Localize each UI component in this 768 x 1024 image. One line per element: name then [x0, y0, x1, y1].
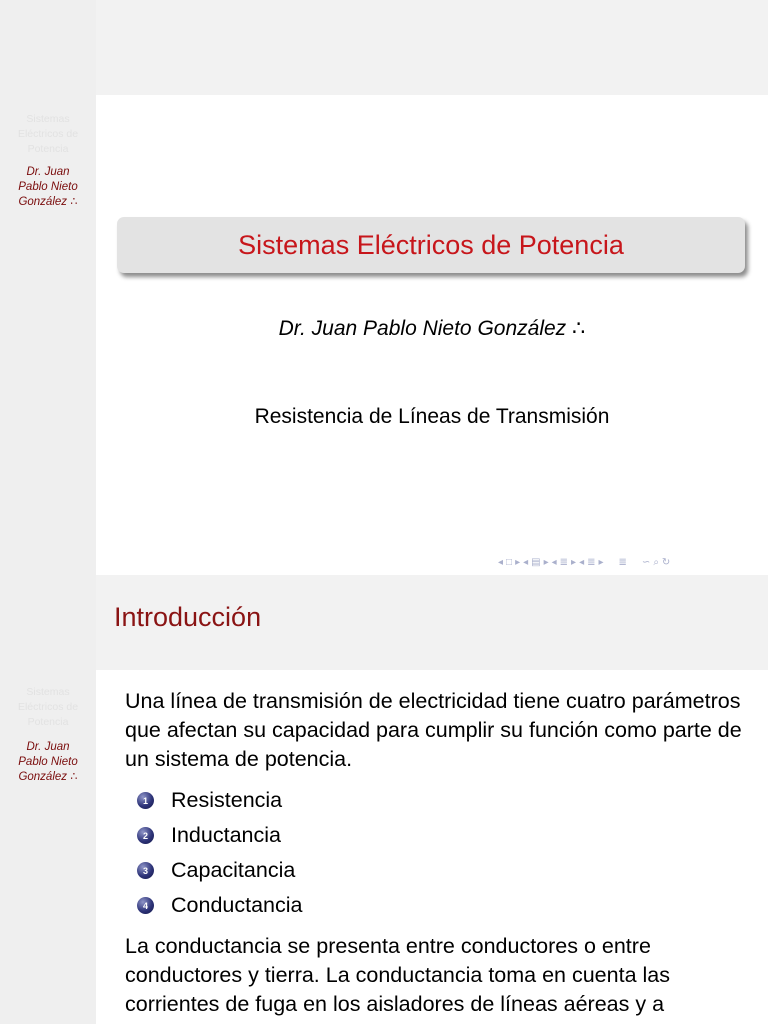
- nav-next-slide-icon[interactable]: ▸: [515, 557, 521, 568]
- sidebar-title-line: Sistemas: [26, 686, 70, 698]
- nav-prev-slide-icon[interactable]: ◂: [498, 557, 504, 568]
- nav-frame-icon[interactable]: ▤: [531, 557, 541, 568]
- sidebar: [0, 0, 96, 575]
- author-name: Dr. Juan Pablo Nieto González ∴: [278, 317, 586, 340]
- beamer-navigation-bar: [498, 556, 764, 570]
- list-item: [137, 818, 537, 853]
- sidebar-author-line: Dr. Juan: [26, 741, 70, 753]
- nav-prev-section-icon[interactable]: ◂: [579, 557, 585, 568]
- intro-slide: [0, 575, 768, 1024]
- nav-prev-frame-icon[interactable]: ◂: [523, 557, 529, 568]
- sidebar-presentation-title[interactable]: [0, 112, 96, 157]
- frame-title: Introducción: [114, 602, 262, 632]
- enum-number-ball-icon: 1: [137, 792, 154, 809]
- nav-next-subsection-icon[interactable]: ▸: [571, 557, 577, 568]
- parameter-list: [137, 783, 537, 923]
- enum-number-ball-icon: 2: [137, 827, 154, 844]
- nav-document-icon[interactable]: ≣: [618, 557, 627, 568]
- presentation-subtitle: Resistencia de Líneas de Transmisión: [254, 405, 610, 428]
- list-item-label: Inductancia: [171, 823, 281, 847]
- conductance-paragraph: La conductancia se presenta entre conductores o entre conductores y tierra. La conductancia toma en cuenta las corrientes de fuga en los aisladores de líneas aéreas y a: [125, 934, 670, 1016]
- sidebar-title-line: Sistemas: [26, 113, 70, 125]
- sidebar-author-line: Pablo Nieto: [18, 181, 78, 193]
- enum-number-ball-icon: 3: [137, 862, 154, 879]
- nav-forward-icon[interactable]: ↻: [661, 557, 671, 568]
- sidebar-title-line: Potencia: [27, 143, 69, 155]
- sidebar-title-line: Potencia: [27, 716, 69, 728]
- list-item: [137, 853, 537, 888]
- list-item-label: Conductancia: [171, 893, 303, 917]
- list-item-label: Capacitancia: [171, 858, 296, 882]
- nav-prev-subsection-icon[interactable]: ◂: [551, 557, 557, 568]
- sidebar-author-line: Dr. Juan: [26, 166, 70, 178]
- list-item: [137, 783, 537, 818]
- nav-section-icon[interactable]: ≣: [587, 557, 596, 568]
- sidebar: [0, 575, 96, 1024]
- sidebar-author[interactable]: [0, 740, 96, 785]
- list-item: [137, 888, 537, 923]
- intro-paragraph: Una línea de transmisión de electricidad tiene cuatro parámetros que afectan su capacidad para cumplir su función como parte de un sistema de potencia.: [125, 689, 742, 771]
- nav-next-section-icon[interactable]: ▸: [598, 557, 604, 568]
- nav-subsection-icon[interactable]: ≣: [559, 557, 569, 568]
- presentation-title: Sistemas Eléctricos de Potencia: [238, 229, 624, 260]
- nav-search-icon[interactable]: ⌕: [653, 557, 659, 568]
- sidebar-author-line: González ∴: [18, 196, 78, 208]
- sidebar-author[interactable]: [0, 165, 96, 210]
- sidebar-title-line: Eléctricos de: [17, 128, 79, 140]
- nav-next-frame-icon[interactable]: ▸: [543, 557, 549, 568]
- list-item-label: Resistencia: [171, 788, 283, 812]
- sidebar-author-line: González ∴: [18, 771, 78, 783]
- enum-number-ball-icon: 4: [137, 897, 154, 914]
- header-band: [96, 0, 768, 95]
- sidebar-presentation-title[interactable]: [0, 685, 96, 730]
- sidebar-title-line: Eléctricos de: [17, 701, 79, 713]
- nav-slide-icon[interactable]: □: [506, 557, 513, 568]
- title-box: [117, 217, 745, 273]
- nav-back-icon[interactable]: ∽: [641, 557, 651, 568]
- sidebar-author-line: Pablo Nieto: [18, 756, 78, 768]
